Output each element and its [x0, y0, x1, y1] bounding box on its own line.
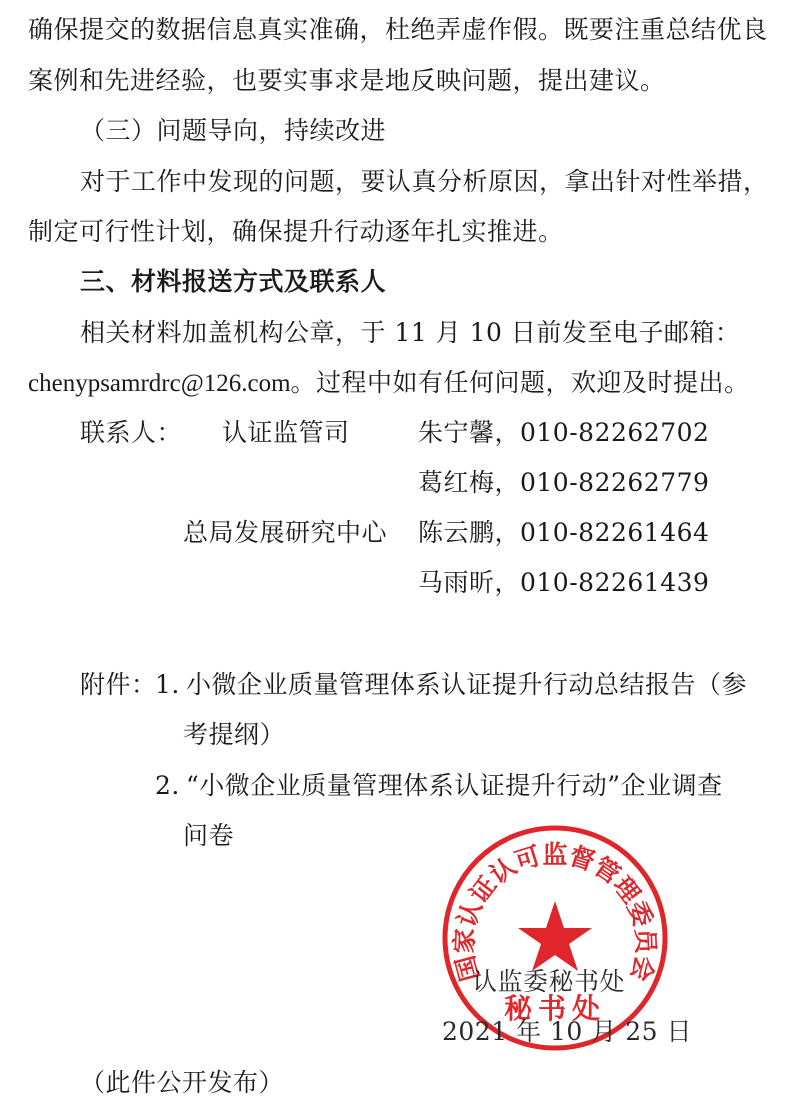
attachment-title: 问卷	[183, 821, 235, 850]
attachment-title: “小微企业质量管理体系认证提升行动”企业调查	[186, 771, 723, 800]
attachment-title: 考提纲）	[183, 720, 286, 749]
paragraph-line	[28, 370, 750, 396]
subsection-heading: （三）问题导向，持续改进	[80, 116, 387, 145]
paragraph-line: 相关材料加盖机构公章，于 11 月 10 日前发至电子邮箱：	[80, 318, 741, 347]
section-heading: 三、材料报送方式及联系人	[80, 267, 387, 296]
contact-department: 总局发展研究中心	[183, 518, 388, 547]
seal-center-text: 秘书处	[503, 992, 607, 1025]
paragraph-line: 制定可行性计划，确保提升行动逐年扎实推进。	[28, 217, 564, 246]
paragraph-line: 对于工作中发现的问题，要认真分析原因，拿出针对性举措，	[80, 167, 769, 196]
signature-date: 2021 年 10 月 25 日	[442, 1017, 692, 1046]
contact-person: 陈云鹏，010-82261464	[418, 518, 710, 547]
attachment-number: 2.	[155, 771, 180, 800]
contact-person: 朱宁馨，010-82262702	[418, 418, 710, 447]
attachment-title: 小微企业质量管理体系认证提升行动总结报告（参	[186, 670, 748, 699]
contacts-label: 联系人：	[80, 418, 183, 447]
signature-org: 认监委秘书处	[472, 967, 626, 996]
footer-note: （此件公开发布）	[80, 1068, 285, 1097]
email-address: chenypsamrdrc@126.com	[28, 370, 291, 397]
paragraph-text: 。过程中如有任何问题，欢迎及时提出。	[290, 368, 750, 397]
seal-ring-text: 国家认证认可监督管理委员会	[449, 839, 661, 985]
attachments-label: 附件：	[80, 670, 157, 699]
paragraph-line: 案例和先进经验，也要实事求是地反映问题，提出建议。	[28, 66, 666, 95]
attachment-number: 1.	[155, 670, 180, 699]
contact-department: 认证监管司	[222, 418, 350, 447]
star-icon	[518, 901, 592, 971]
paragraph-line: 确保提交的数据信息真实准确，杜绝弄虚作假。既要注重总结优良	[28, 15, 768, 44]
contact-person: 葛红梅，010-82262779	[418, 468, 710, 497]
contact-person: 马雨昕，010-82261439	[418, 568, 710, 597]
